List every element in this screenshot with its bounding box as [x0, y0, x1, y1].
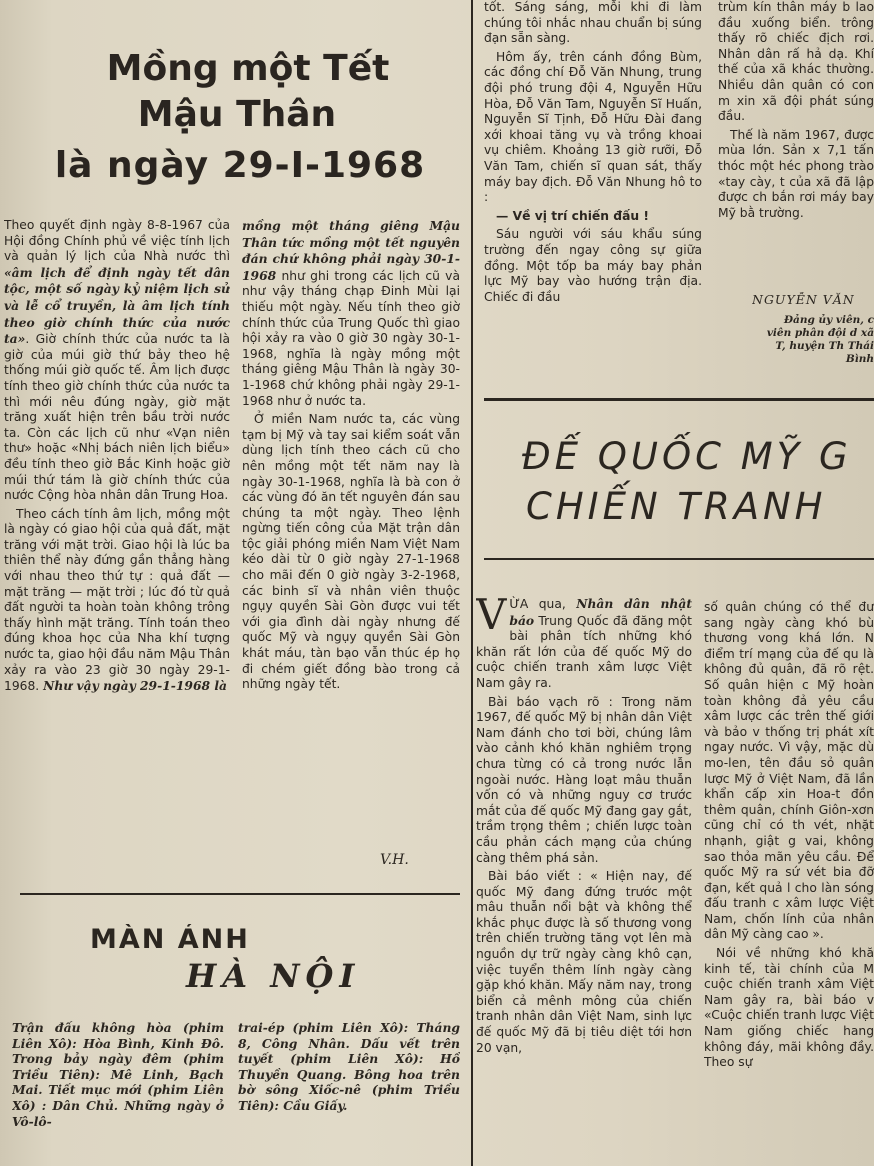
tet-article-emphasis: mồng một tháng giêng Mậu Thân tức mồng một tết nguyên đán chứ không phải ngày 30-1-1968	[242, 218, 460, 283]
battle-article-paragraph: Thế là năm 1967, được mùa lớn. Sản x 7,1 tấn thóc một héc phong trào «tay cày, t của xã đã lập được ch bắn rơi máy bay Mỹ bằ trường.	[718, 127, 874, 220]
imperialism-headline-line1: ĐẾ QUỐC MỸ G	[522, 435, 852, 478]
drop-cap: V	[476, 596, 507, 639]
tet-headline-line3: là ngày 29-I-1968	[54, 145, 426, 186]
tet-article-column-1	[4, 218, 230, 883]
imperialism-headline-line2: CHIẾN TRANH	[526, 485, 827, 528]
battle-article-command: — Về vị trí chiến đấu !	[496, 208, 650, 223]
tet-article-column-2	[242, 218, 460, 858]
tet-article-text: Theo quyết định ngày 8-8-1967 của Hội đồng Chính phủ về việc tính lịch và quản lý lịch của Nhà nước thì	[4, 218, 230, 264]
section-divider	[484, 398, 874, 401]
imperialism-article-column-1	[476, 596, 692, 1136]
imperialism-article-column-2	[704, 600, 874, 1140]
imperialism-article-text: ỪA qua,	[509, 597, 577, 611]
imperialism-article-paragraph: Bài báo vạch rõ : Trong năm 1967, đế quốc Mỹ bị nhân dân Việt Nam đánh cho tơi bời, chúng lâm vào cảnh khó khăn nghiêm trọng chưa từng có cả trong nước lẫn ngoài nước. Hàng loạt mâu thuẫn vốn có và những nguy cơ trước mắt của đế quốc Mỹ đang gay gắt, trầm trọng thêm ; chiến lược toàn cầu phản cách mạng của chúng càng thêm phá sản.	[476, 694, 692, 865]
tet-article-text: Theo cách tính âm lịch, mồng một là ngày có giao hội của quả đất, mặt trăng với mặt trời. Giao hội là lúc ba thiên thể này đứng gần thẳng hàng với nhau theo thứ tự : quả đất — mặt trăng — mặt trời ; lúc đó từ quả đất người ta hoàn toàn không trông thấy hình mặt trăng. Tính toán theo đúng khoa học của Nha khí tượng nước ta, giao hội đầu năm Mậu Thân xảy ra vào 23 giờ 30 ngày 29-1-1968.	[4, 506, 230, 694]
cinema-listing-column-2	[238, 1020, 460, 1150]
battle-article-column-2	[718, 0, 874, 260]
tet-headline-line2: Mậu Thân	[137, 94, 337, 135]
tet-headline-line1: Mồng một Tết	[106, 48, 390, 89]
battle-article-paragraph: tốt. Sáng sáng, mỗi khi đi làm chúng tôi nhắc nhau chuẩn bị súng đạn sẵn sàng.	[484, 0, 702, 46]
battle-article-paragraph: trùm kín thân máy b lao đầu xuống biển. trông thấy rõ chiếc địch rơi. Nhân dân rấ hả dạ. Khí thế của xã khác thường. Nhiều dân quân có con m xin xã đội phát súng đầu.	[718, 0, 874, 124]
tet-article-text: . Giờ chính thức của nước ta là giờ của múi giờ thứ bảy theo hệ thống múi giờ quốc tế. Âm lịch được tính theo giờ chính thức của nước ta thì mới nêu đúng ngày, giờ mặt trăng xuất hiện trên bầu trời nước ta. Còn các lịch cũ như «Vạn niên thư» hoặc «Nhị bách niên lịch biểu» đều tính theo giờ Bắc Kinh hoặc giờ múi thứ tám là giờ chính thức của nước Cộng hòa nhân dân Trung Hoa.	[4, 332, 230, 503]
cinema-listing: trai-ép (phim Liên Xô): Tháng 8, Công Nhân. Dấu vết trên tuyết (phim Liên Xô): Hồ Thuyền Quang. Bông hoa trên bờ sông Xiốc-nê (phim Triều Tiên): Cầu Giấy.	[238, 1020, 460, 1113]
tet-article-signature: V.H.	[380, 852, 409, 868]
imperialism-article-paragraph: Nói về những khó khă kinh tế, tài chính của M cuộc chiến tranh xâm Việt Nam gây ra, bài báo v «Cuộc chiến tranh lược Việt Nam giống chiếc hang không đáy, mãi không đầy. Theo sự	[704, 946, 874, 1070]
battle-article-column-1	[484, 0, 702, 370]
tet-article-quote: «âm lịch để định ngày tết dân tộc, một số ngày kỷ niệm lịch sử và lễ cổ truyền, là âm lịch tính theo giờ chính thức của nước ta»	[4, 264, 230, 347]
cinema-listing: Trận đấu không hòa (phim Liên Xô): Hòa Bình, Kinh Đô. Trong bảy ngày đêm (phim Triều Tiên): Mê Linh, Bạch Mai. Tiết mục mới (phim Liên Xô) : Dân Chủ. Những ngày ở Vô-lô-	[12, 1020, 224, 1129]
battle-article-signature: NGUYỄN VĂN	[752, 292, 855, 307]
newspaper-name: Nhân dân nhật báo	[509, 596, 692, 628]
cinema-listing-column-1	[12, 1020, 224, 1150]
section-divider	[20, 893, 460, 895]
imperialism-headline	[490, 432, 874, 542]
imperialism-article-paragraph: số quân chúng có thể đư sang ngày càng khó bù thương vong khá lớn. N điểm trí mạng của đế qu là không đủ quân, đã rõ rệt. Số quân hiện c Mỹ hoàn toàn không đả yêu cầu xâm lược các trên thế giới và bảo v thống trị phát xít ngay nước. Vì vậy, mặc dù mo-len, tên đầu sỏ quân lược Mỹ ở Việt Nam, đã lần khẩn cấp xin Hoa-t đồn thêm quân, chính Giôn-xơn cũng chỉ có th vét, nhặt nhạnh, giật g vai, không sao thỏa mãn yêu cầu. Để quốc Mỹ ra sứ vét bia đỡ đạn, kết quả l cho làn sóng đấu tranh c xâm lược Việt Nam, chốn lính của nhân dân Mỹ càng cao ».	[704, 600, 874, 942]
column-rule	[471, 0, 473, 1166]
tet-article-emphasis: Như vậy ngày 29-1-1968 là	[43, 678, 228, 694]
cinema-title-2: HÀ NỘI	[186, 957, 361, 995]
battle-article-paragraph: Sáu người với sáu khẩu súng trường đến ngay công sự giữa đồng. Một tốp ba máy bay phản lực Mỹ bay vào hướng trận địa. Chiếc đi đầu	[484, 227, 702, 304]
tet-article-paragraph: Ở miền Nam nước ta, các vùng tạm bị Mỹ và tay sai kiểm soát vẫn dùng lịch tính theo cách cũ cho nên mồng một tết năm nay là ngày 30-1-1968, nghĩa là bà con ở các vùng đó ăn tết nguyên đán sau chúng ta một ngày. Theo lệnh ngừng tiến công của Mặt trận dân tộc giải phóng miền Nam Việt Nam kéo dài từ 0 giờ ngày 27-1-1968 cho mãi đến 0 giờ ngày 3-2-1968, các binh sĩ và nhân viên thuộc ngụy quyền Sài Gòn được vui tết với gia đình dài ngày nhưng đế quốc Mỹ và ngụy quyền Sài Gòn khát máu, tàn bạo vẫn thúc ép họ đi chém giết đồng bào trong cả những ngày tết.	[242, 412, 460, 692]
imperialism-article-paragraph: Bài báo viết : « Hiện nay, đế quốc Mỹ đang đứng trước một mâu thuẫn nổi bật và không thể khắc phục được là số thương vong trên chiến trường tăng vọt lên mà nguồn dự trữ ngày càng khô cạn, việc tuyển thêm lính ngày càng gặp khó khăn. Mấy năm nay, trong biển cả mênh mông của chiến tranh nhân dân Việt Nam, sinh lực đế quốc Mỹ đã bị tiêu diệt tới hơn 20 vạn,	[476, 869, 692, 1055]
battle-article-author-title: Đảng ủy viên, c viên phân đội d xã T, huyện Th Thái Bình	[766, 314, 874, 365]
cinema-title-1: MÀN ẢNH	[90, 924, 250, 955]
cinema-heading	[90, 924, 450, 1014]
section-divider	[484, 558, 874, 560]
battle-article-paragraph: Hôm ấy, trên cánh đồng Bùm, các đồng chí Đỗ Văn Nhung, trung đội phó trung đội 4, Nguyễn Hữu Hòa, Đỗ Văn Tam, Nguyễn Sĩ Huấn, Nguyễn Sĩ Tịnh, Đỗ Hữu Đài đang xới khoai tăng vụ và trồng khoai vụ chiêm. Khoảng 13 giờ rưỡi, Đỗ Văn Tam, chiến sĩ quan sát, thấy máy bay địch. Đỗ Văn Nhung hô to :	[484, 49, 702, 205]
tet-headline	[20, 46, 460, 206]
tet-article-text: như ghi trong các lịch cũ và như vậy tháng chạp Đinh Mùi lại thiếu một ngày. Nếu tính theo giờ chính thức của Trung Quốc thì giao hội xảy ra vào 0 giờ 30 ngày 30-1-1968, nghĩa là ngày mồng một tháng giêng Mậu Thân là ngày 30-1-1968 chứ không phải ngày 29-1-1968 như ở nước ta.	[242, 268, 460, 408]
imperialism-article-text: Trung Quốc đã đăng một bài phân tích những khó khăn rất lớn của đế quốc Mỹ do cuộc chiến tranh xâm lược Việt Nam gây ra.	[476, 613, 692, 690]
